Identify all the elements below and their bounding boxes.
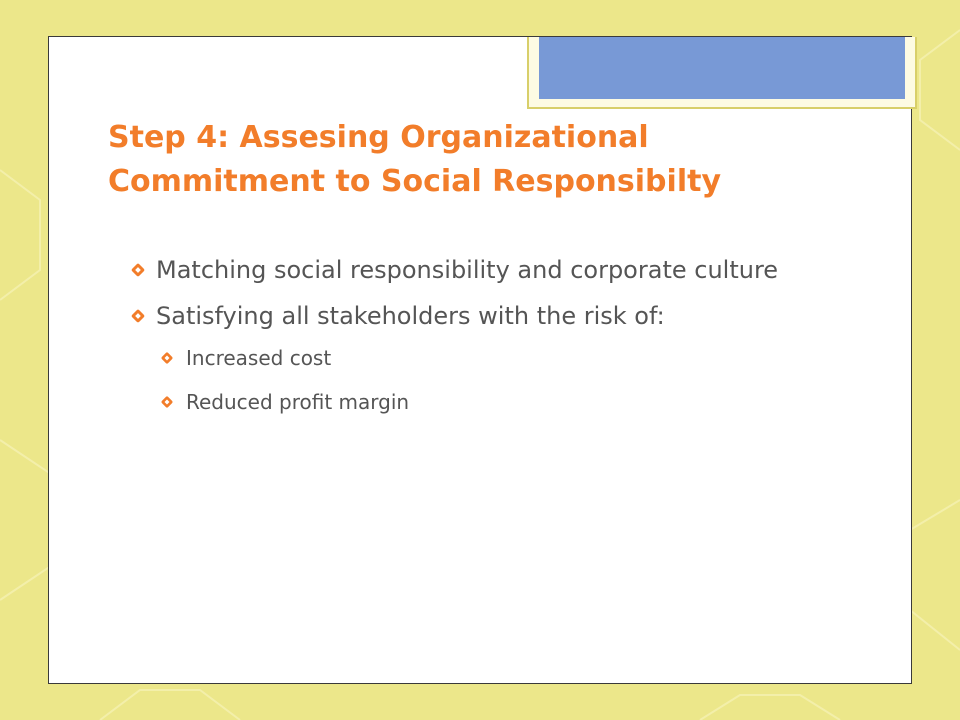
bullet-text: Increased cost — [186, 346, 332, 370]
diamond-bullet-icon — [130, 262, 146, 278]
header-accent-block — [539, 37, 905, 99]
bullet-text: Reduced profit margin — [186, 390, 410, 414]
sub-bullet-item — [160, 388, 810, 416]
bullet-item — [130, 252, 810, 288]
diamond-bullet-icon — [160, 351, 174, 365]
bullet-item — [130, 298, 810, 334]
header-decoration-frame — [527, 37, 917, 109]
bullet-text: Satisfying all stakeholders with the risk of: — [156, 302, 665, 330]
bullet-text: Matching social responsibility and corporate culture — [156, 256, 779, 284]
diamond-bullet-icon — [130, 308, 146, 324]
sub-bullet-item — [160, 344, 810, 372]
bullet-list — [130, 252, 810, 432]
diamond-bullet-icon — [160, 395, 174, 409]
slide-title: Step 4: Assesing Organizational Commitment to Social Responsibilty — [108, 120, 721, 199]
